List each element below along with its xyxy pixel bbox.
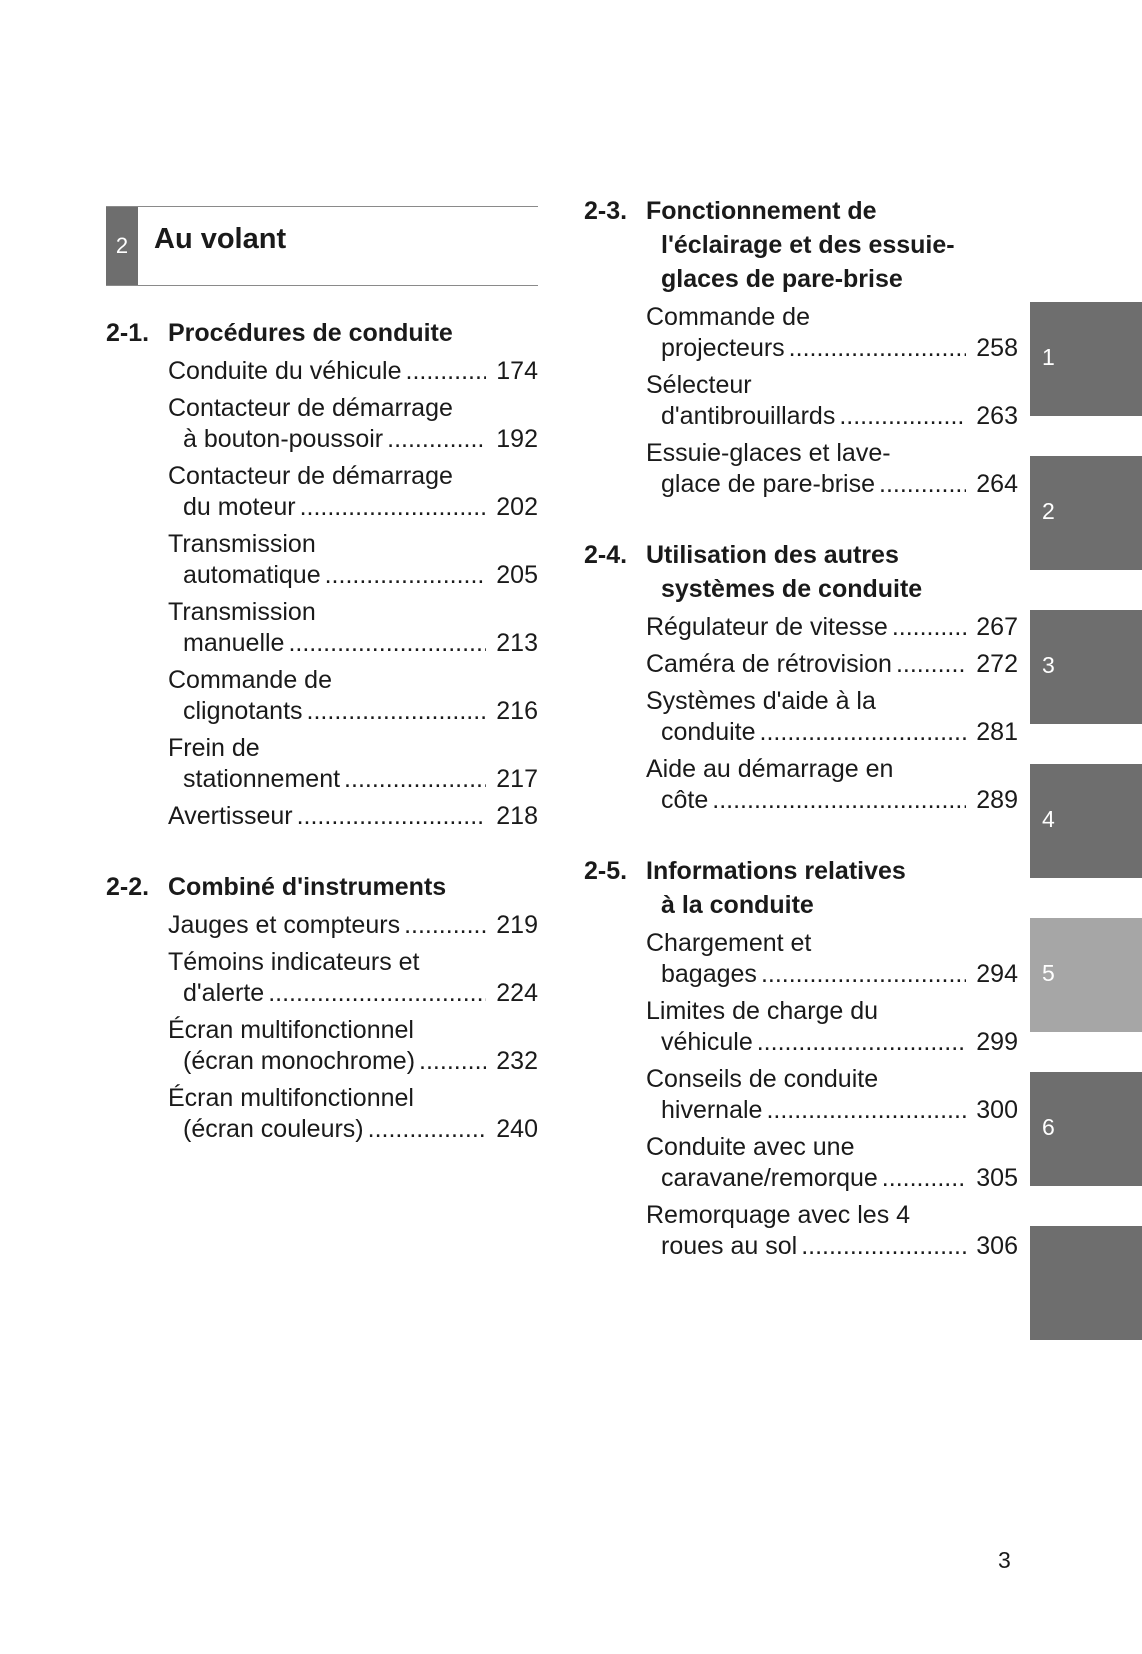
entry-text: Conduite avec une <box>646 1133 855 1161</box>
chapter-tab-label: 4 <box>1042 806 1055 832</box>
page-ref[interactable]: 202 <box>496 493 538 521</box>
dot-leader <box>766 1095 966 1126</box>
toc-entry[interactable] <box>168 461 538 523</box>
entry-last-line <box>168 356 538 387</box>
section-title-line: glaces de pare-brise <box>661 265 903 293</box>
entry-text: Remorquage avec les 4 <box>646 1201 911 1229</box>
toc-entry[interactable] <box>646 1200 1018 1262</box>
dot-leader <box>288 628 486 659</box>
dot-leader <box>839 401 966 432</box>
toc-entry[interactable] <box>168 356 538 387</box>
dot-leader <box>406 356 487 387</box>
entry-text: stationnement <box>183 765 341 793</box>
chapter-tab-label: 1 <box>1042 344 1055 370</box>
dot-leader <box>344 764 486 795</box>
entry-text: Conseils de conduite <box>646 1065 879 1093</box>
section-title <box>646 854 1018 922</box>
entry-last-line <box>646 333 1018 364</box>
page-ref[interactable]: 294 <box>976 960 1018 988</box>
toc-entry[interactable] <box>168 1015 538 1077</box>
entry-text: Jauges et compteurs <box>168 911 401 939</box>
toc-entry[interactable] <box>168 947 538 1009</box>
entry-text: Commande de <box>646 303 810 331</box>
dot-leader <box>879 469 966 500</box>
entry-last-line <box>168 764 538 795</box>
entry-last-line <box>646 1095 1018 1126</box>
toc-entry[interactable] <box>646 928 1018 990</box>
entry-last-line <box>646 717 1018 748</box>
section-title <box>168 870 538 904</box>
toc-entry[interactable] <box>646 1064 1018 1126</box>
dot-leader <box>801 1231 966 1262</box>
chapter-title: Au volant <box>154 223 287 255</box>
toc-entry[interactable] <box>646 996 1018 1058</box>
entry-text: Frein de <box>168 734 260 762</box>
entry-text: Commande de <box>168 666 332 694</box>
page-number: 3 <box>998 1547 1011 1573</box>
chapter-tab-index[interactable] <box>1030 1226 1142 1340</box>
toc-entry[interactable] <box>168 1083 538 1145</box>
page-ref[interactable]: 224 <box>496 979 538 1007</box>
toc-entry[interactable] <box>168 597 538 659</box>
page-ref[interactable]: 300 <box>976 1096 1018 1124</box>
entry-last-line <box>168 1046 538 1077</box>
dot-leader <box>896 649 966 680</box>
page-ref[interactable]: 299 <box>976 1028 1018 1056</box>
page-ref[interactable]: 267 <box>976 613 1018 641</box>
page-ref[interactable]: 232 <box>496 1047 538 1075</box>
entry-last-line <box>168 696 538 727</box>
entry-last-line <box>168 424 538 455</box>
entry-text: Sélecteur <box>646 371 752 399</box>
chapter-tab-6[interactable] <box>1030 1072 1142 1186</box>
page-ref[interactable]: 264 <box>976 470 1018 498</box>
entry-text: Systèmes d'aide à la <box>646 687 876 715</box>
section-title-line: l'éclairage et des essuie- <box>661 231 955 259</box>
section-heading <box>584 854 1018 922</box>
entry-text: Témoins indicateurs et <box>168 948 420 976</box>
chapter-tab-label: 2 <box>1042 498 1055 524</box>
entry-text: bagages <box>661 960 757 988</box>
dot-leader <box>387 424 486 455</box>
dot-leader <box>325 560 486 591</box>
entry-text: du moteur <box>183 493 296 521</box>
entry-last-line <box>168 801 538 832</box>
entry-last-line <box>168 628 538 659</box>
chapter-number: 2 <box>106 207 138 285</box>
toc-section <box>584 538 1018 816</box>
entry-last-line <box>646 785 1018 816</box>
entry-text: Écran multifonctionnel <box>168 1084 414 1112</box>
entry-last-line <box>168 978 538 1009</box>
entry-text: Essuie-glaces et lave- <box>646 439 891 467</box>
section-title-line: Fonctionnement de <box>646 197 877 225</box>
entry-text: automatique <box>183 561 321 589</box>
section-number: 2-2. <box>106 873 150 901</box>
page-ref[interactable]: 218 <box>496 802 538 830</box>
chapter-tab-4[interactable] <box>1030 764 1142 878</box>
page-ref[interactable]: 305 <box>976 1164 1018 1192</box>
entry-text: à bouton-poussoir <box>183 425 384 453</box>
toc-column-left <box>106 316 538 1183</box>
section-title-line: à la conduite <box>661 891 814 919</box>
section-title-line: Utilisation des autres <box>646 541 899 569</box>
dot-leader <box>712 785 966 816</box>
entry-text: Contacteur de démarrage <box>168 394 453 422</box>
toc-entry[interactable] <box>646 370 1018 432</box>
entry-last-line <box>646 612 1018 643</box>
entry-text: d'alerte <box>183 979 265 1007</box>
entry-last-line <box>168 1114 538 1145</box>
chapter-tab-3[interactable] <box>1030 610 1142 724</box>
toc-entry[interactable] <box>168 801 538 832</box>
dot-leader <box>892 612 966 643</box>
entry-text: hivernale <box>661 1096 763 1124</box>
toc-entry[interactable] <box>168 393 538 455</box>
entry-text: Transmission <box>168 598 316 626</box>
page-ref[interactable]: 205 <box>496 561 538 589</box>
chapter-tab-1[interactable] <box>1030 302 1142 416</box>
entry-text: roues au sol <box>661 1232 798 1260</box>
page-ref[interactable]: 306 <box>976 1232 1018 1260</box>
entry-text: caravane/remorque <box>661 1164 878 1192</box>
chapter-tab-2[interactable] <box>1030 456 1142 570</box>
entry-text: projecteurs <box>661 334 785 362</box>
chapter-header <box>106 206 538 286</box>
toc-entry[interactable] <box>168 910 538 941</box>
section-number: 2-4. <box>584 541 628 569</box>
chapter-tab-label: 6 <box>1042 1114 1055 1140</box>
toc-entry[interactable] <box>646 649 1018 680</box>
section-heading <box>106 870 538 904</box>
entry-last-line <box>646 1163 1018 1194</box>
page-ref[interactable]: 263 <box>976 402 1018 430</box>
entry-text: véhicule <box>661 1028 753 1056</box>
entry-text: Avertisseur <box>168 802 293 830</box>
page-ref[interactable]: 174 <box>496 357 538 385</box>
toc-entry[interactable] <box>168 529 538 591</box>
dot-leader <box>300 492 486 523</box>
section-number: 2-3. <box>584 197 628 225</box>
toc-column-right <box>584 194 1018 1300</box>
section-heading <box>584 194 1018 296</box>
entry-last-line <box>646 649 1018 680</box>
entry-last-line <box>646 1231 1018 1262</box>
page-ref[interactable]: 217 <box>496 765 538 793</box>
toc-entry[interactable] <box>646 302 1018 364</box>
entry-text: clignotants <box>183 697 303 725</box>
dot-leader <box>307 696 486 727</box>
toc-entry[interactable] <box>646 754 1018 816</box>
toc-section <box>584 854 1018 1262</box>
section-title <box>168 316 538 350</box>
chapter-tab-label: 3 <box>1042 652 1055 678</box>
section-number: 2-1. <box>106 319 150 347</box>
dot-leader <box>297 801 486 832</box>
toc-entry[interactable] <box>168 665 538 727</box>
toc-entry[interactable] <box>168 733 538 795</box>
toc-section <box>106 870 538 1145</box>
entry-last-line <box>646 469 1018 500</box>
chapter-tab-5[interactable] <box>1030 918 1142 1032</box>
section-title-line: Procédures de conduite <box>168 319 453 347</box>
page-ref[interactable]: 272 <box>976 650 1018 678</box>
entry-text: manuelle <box>183 629 285 657</box>
dot-leader <box>882 1163 966 1194</box>
chapter-tab-label: 5 <box>1042 960 1055 986</box>
section-title-line: systèmes de conduite <box>661 575 923 603</box>
dot-leader <box>368 1114 486 1145</box>
section-heading <box>106 316 538 350</box>
dot-leader <box>761 959 966 990</box>
section-number: 2-5. <box>584 857 628 885</box>
dot-leader <box>268 978 486 1009</box>
entry-last-line <box>168 910 538 941</box>
entry-last-line <box>646 401 1018 432</box>
section-title <box>646 194 1018 296</box>
entry-text: glace de pare-brise <box>661 470 876 498</box>
entry-text: côte <box>661 786 709 814</box>
section-title-line: Combiné d'instruments <box>168 873 447 901</box>
toc-entry[interactable] <box>646 438 1018 500</box>
dot-leader <box>404 910 486 941</box>
page-ref[interactable]: 216 <box>496 697 538 725</box>
entry-text: (écran couleurs) <box>183 1115 364 1143</box>
toc-section <box>106 316 538 832</box>
entry-text: Caméra de rétrovision <box>646 650 892 678</box>
entry-text: Écran multifonctionnel <box>168 1016 414 1044</box>
entry-text: Transmission <box>168 530 316 558</box>
toc-entry[interactable] <box>646 686 1018 748</box>
entry-last-line <box>646 959 1018 990</box>
toc-entry[interactable] <box>646 612 1018 643</box>
entry-text: conduite <box>661 718 756 746</box>
page-ref[interactable]: 258 <box>976 334 1018 362</box>
toc-section <box>584 194 1018 500</box>
entry-last-line <box>168 560 538 591</box>
entry-text: Aide au démarrage en <box>646 755 894 783</box>
section-title <box>646 538 1018 606</box>
page-ref[interactable]: 240 <box>496 1115 538 1143</box>
page-ref[interactable]: 281 <box>976 718 1018 746</box>
entry-text: Contacteur de démarrage <box>168 462 453 490</box>
entry-text: Limites de charge du <box>646 997 879 1025</box>
page-ref[interactable]: 213 <box>496 629 538 657</box>
page-ref[interactable]: 192 <box>496 425 538 453</box>
toc-entry[interactable] <box>646 1132 1018 1194</box>
entry-last-line <box>168 492 538 523</box>
section-title-line: Informations relatives <box>646 857 906 885</box>
section-heading <box>584 538 1018 606</box>
dot-leader <box>757 1027 966 1058</box>
entry-last-line <box>646 1027 1018 1058</box>
entry-text: Conduite du véhicule <box>168 357 402 385</box>
entry-text: (écran monochrome) <box>183 1047 416 1075</box>
entry-text: Chargement et <box>646 929 812 957</box>
entry-text: d'antibrouillards <box>661 402 836 430</box>
dot-leader <box>419 1046 486 1077</box>
dot-leader <box>789 333 966 364</box>
entry-text: Régulateur de vitesse <box>646 613 888 641</box>
page-ref[interactable]: 219 <box>496 911 538 939</box>
dot-leader <box>760 717 966 748</box>
page-ref[interactable]: 289 <box>976 786 1018 814</box>
